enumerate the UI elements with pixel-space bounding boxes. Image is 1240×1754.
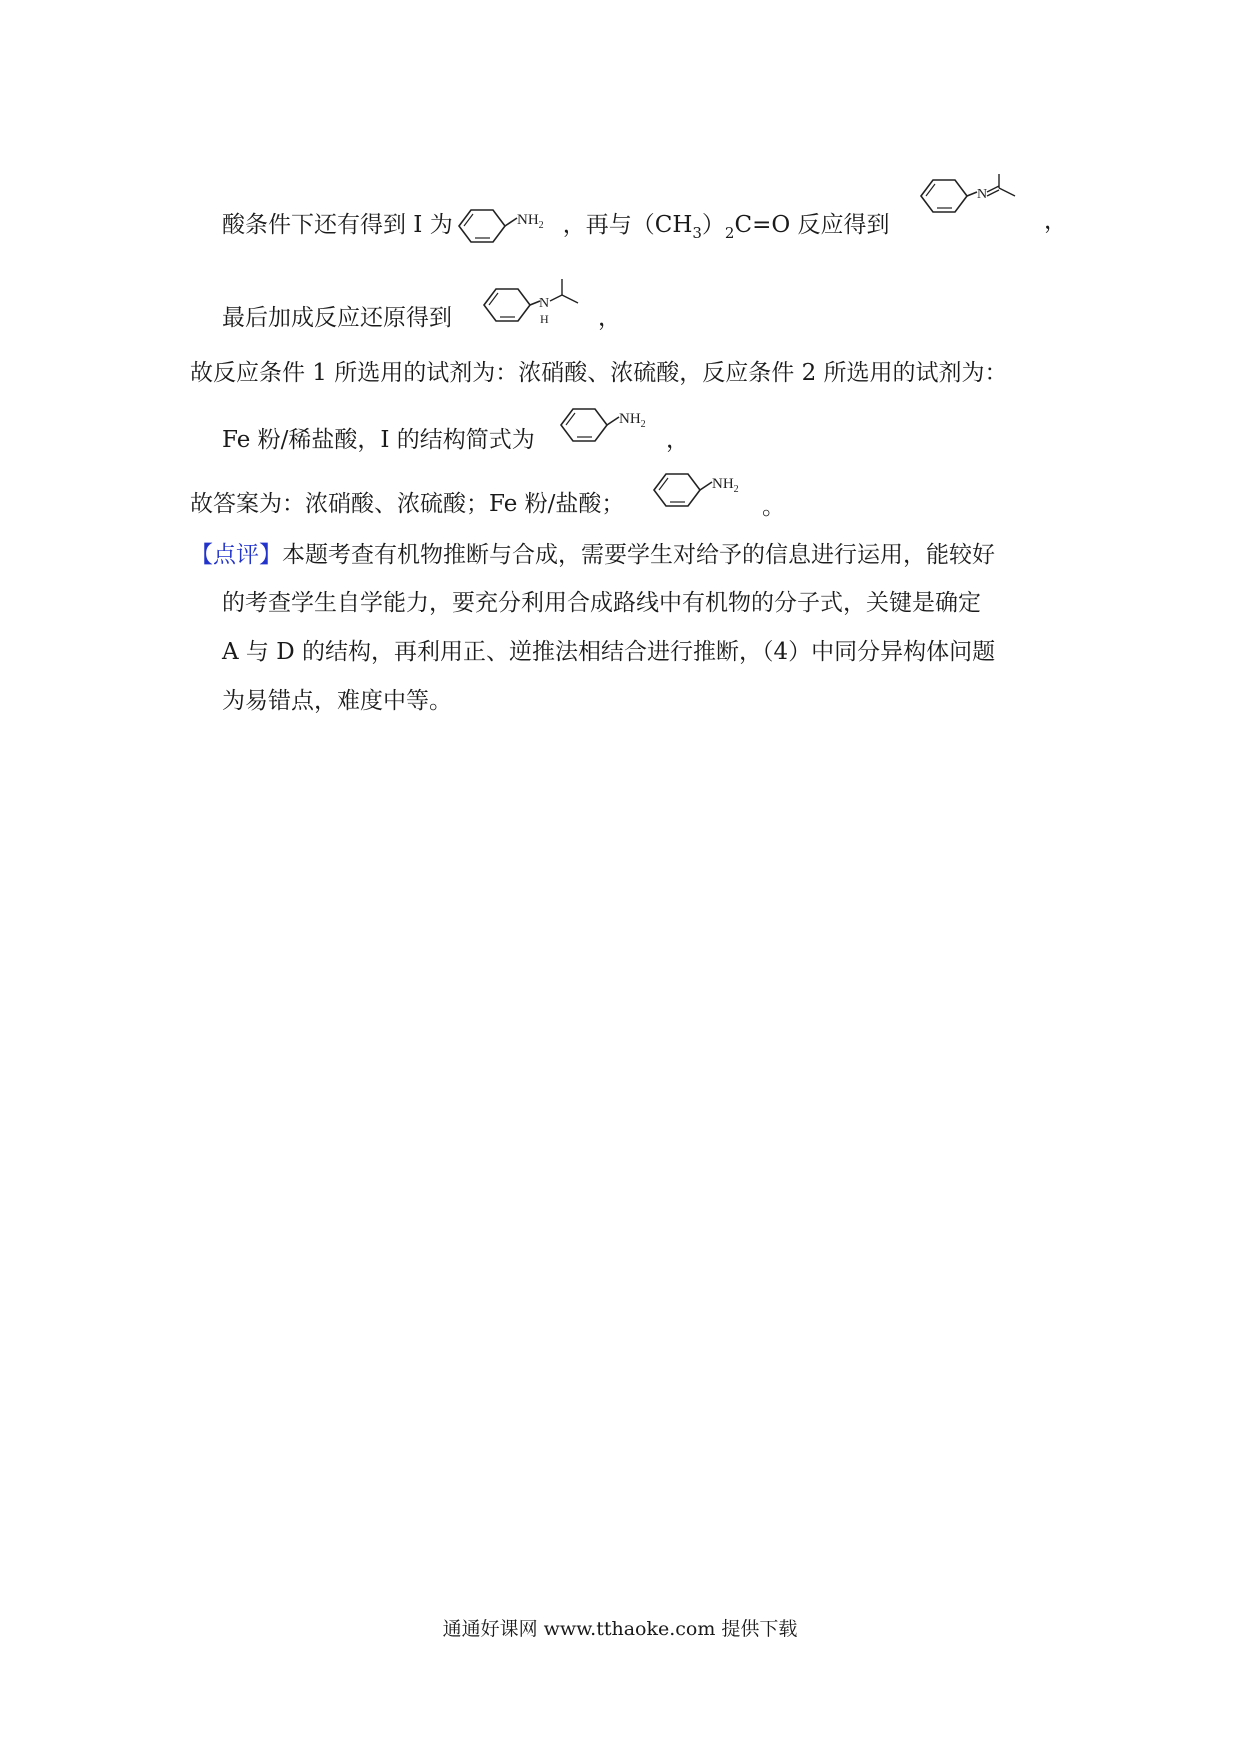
comment-tag: 【点评】 (190, 542, 282, 568)
answer-line-1: 酸条件下还有得到 I 为 $NH_2$ ，再与$(CH_3)_2C=O$ 反应得到 (222, 206, 890, 246)
svg-text:N: N (977, 187, 988, 202)
comment-line-3: A 与 D 的结构，再利用正、逆推法相结合进行推断，（4）中同分异构体问题 (222, 639, 996, 665)
comment-line-1: 【点评】本题考查有机物推断与合成，需要学生对给予的信息进行运用，能较好 (190, 542, 995, 568)
aniline-structure-1 (453, 206, 563, 246)
page-footer: 通通好课网 www.tthaoke.com 提供下载 (442, 1618, 798, 1640)
aniline-structure-2 (555, 405, 665, 445)
answer-line-3: 故反应条件 1 所选用的试剂为：浓硝酸、浓硫酸，反应条件 2 所选用的试剂为： (190, 360, 1008, 386)
aniline-structure-3 (648, 470, 758, 510)
answer-line-5: 故答案为：浓硝酸、浓硫酸；Fe 粉/盐酸； (190, 491, 625, 517)
svg-text:H: H (540, 312, 549, 326)
svg-text:N: N (539, 296, 550, 311)
svg-text:NH2: $NH_2$ (619, 411, 646, 430)
answer-line-2: 最后加成反应还原得到 (222, 305, 452, 331)
svg-text:NH2: $NH_2$ (516, 212, 544, 231)
amine-structure (478, 273, 588, 335)
comment-line-2: 的考查学生自学能力，要充分利用合成路线中有机物的分子式，关键是确定 (222, 590, 981, 616)
answer-line-4: Fe 粉/稀盐酸，I 的结构简式为 (222, 427, 535, 453)
imine-structure (915, 170, 1025, 240)
svg-text:NH2: $NH_2$ (712, 476, 739, 495)
comment-line-4: 为易错点，难度中等。 (222, 688, 452, 714)
